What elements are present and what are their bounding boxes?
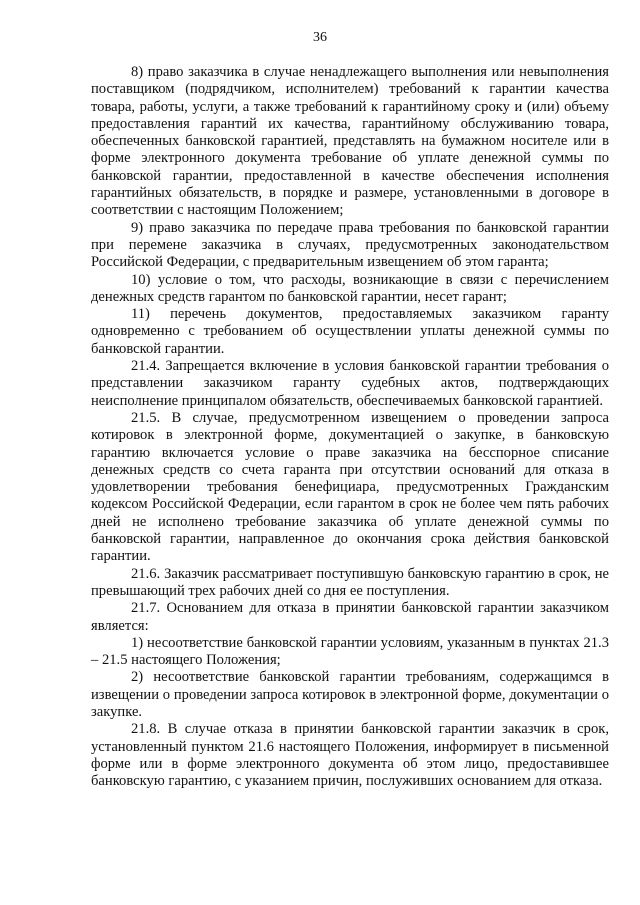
page-number: 36: [313, 30, 327, 45]
paragraph: 2) несоответствие банковской гарантии требованиям, содержащимся в извещении о проведении запроса котировок в электронной форме, документации о закупке.: [91, 669, 609, 720]
paragraph: 21.8. В случае отказа в принятии банковской гарантии заказчик в срок, установленный пунктом 21.6 настоящего Положения, информирует в письменной форме или в форме электронного документа об этом лицо, предоставившее банковскую гарантию, с указанием причин, послуживших основанием для отказа.: [91, 721, 609, 790]
paragraph: 1) несоответствие банковской гарантии условиям, указанным в пунктах 21.3 – 21.5 настоящего Положения;: [91, 634, 609, 669]
paragraph: 21.4. Запрещается включение в условия банковской гарантии требования о представлении заказчиком гаранту судебных актов, подтверждающих неисполнение принципалом обязательств, обеспечиваемых банковской гарантией.: [91, 358, 609, 409]
paragraph: 10) условие о том, что расходы, возникающие в связи с перечислением денежных средств гарантом по банковской гарантии, несет гарант;: [91, 271, 609, 305]
paragraph: 11) перечень документов, предоставляемых заказчиком гаранту одновременно с требованием об осуществлении уплаты денежной суммы по банковской гарантии.: [91, 306, 609, 357]
paragraph: 8) право заказчика в случае ненадлежащего выполнения или невыполнения поставщиком (подрядчиком, исполнителем) требований к гарантии качества товара, работы, услуги, а также требований к гарантийному сроку и (или) объему предоставления гарантий их качества, гарантийному обслуживанию товара, обеспеченных банковской гарантией, представлять на бумажном носителе или в форме электронного документа требование об уплате денежной суммы по банковской гарантии, предоставленной в качестве обеспечения исполнения гарантийных обязательств, в порядке и размере, установленными в договоре в соответствии с настоящим Положением;: [91, 64, 609, 219]
paragraph: 21.6. Заказчик рассматривает поступившую банковскую гарантию в срок, не превышающий трех рабочих дней со дня ее поступления.: [91, 565, 609, 599]
document-body: [91, 64, 609, 790]
paragraph: 21.5. В случае, предусмотренном извещением о проведении запроса котировок в электронной форме, документацией о закупке, в банковскую гарантию включается условие о праве заказчика на бесспорное списание денежных средств со счета гаранта при отсутствии оснований для отказа в удовлетворении требования бенефициара, предусмотренных Гражданским кодексом Российской Федерации, если гарантом в срок не более чем пять рабочих дней не исполнено требование заказчика об уплате денежной суммы по банковской гарантии, направленное до окончания срока действия банковской гарантии.: [91, 409, 609, 565]
paragraph: 9) право заказчика по передаче права требования по банковской гарантии при перемене заказчика в случаях, предусмотренных законодательством Российской Федерации, с предварительным извещением об этом гаранта;: [91, 219, 609, 271]
paragraph: 21.7. Основанием для отказа в принятии банковской гарантии заказчиком является:: [91, 600, 609, 634]
